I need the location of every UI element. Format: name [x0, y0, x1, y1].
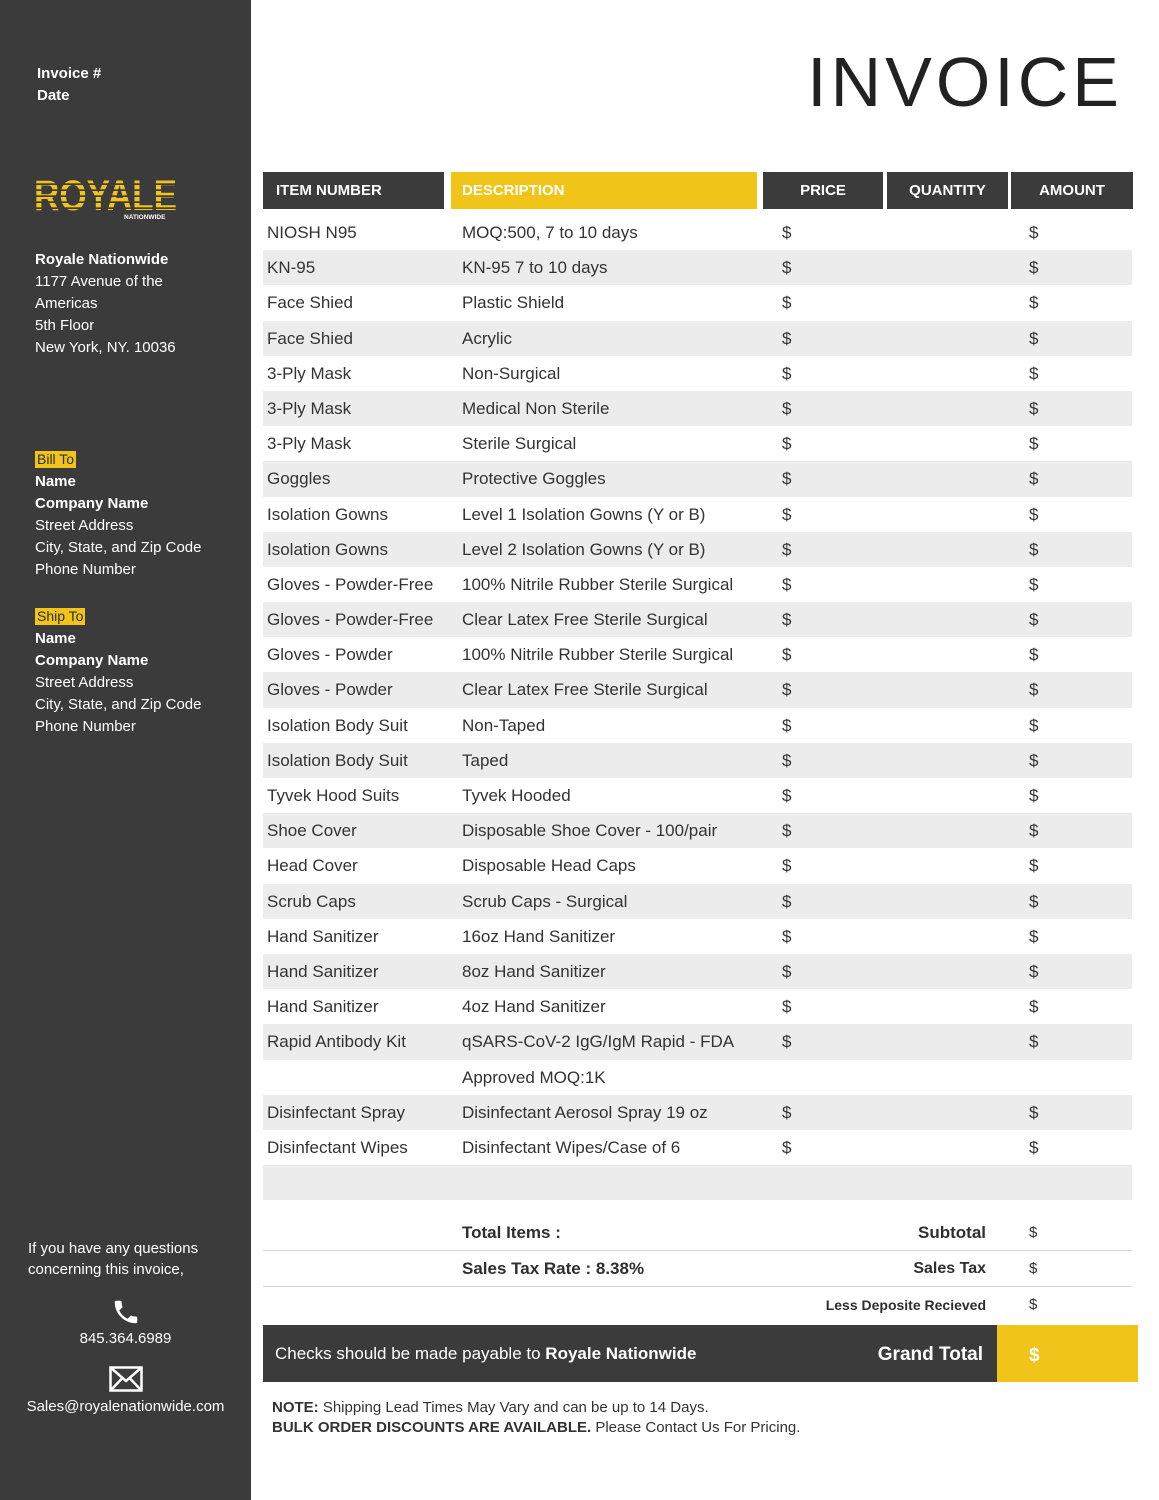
cell-item-number: Goggles: [267, 469, 331, 489]
cell-price: $: [782, 680, 792, 700]
logo-subtitle: NATIONWIDE: [124, 214, 166, 221]
cell-price: $: [782, 363, 792, 383]
header-description: DESCRIPTION: [451, 172, 757, 209]
cell-item-number: Isolation Body Suit: [267, 715, 408, 735]
cell-description: Level 1 Isolation Gowns (Y or B): [462, 504, 706, 524]
cell-item-number: Rapid Antibody Kit: [267, 1032, 406, 1052]
cell-description: 100% Nitrile Rubber Sterile Surgical: [462, 574, 734, 594]
bulk-label: BULK ORDER DISCOUNTS ARE AVAILABLE.: [272, 1419, 592, 1436]
cell-price: $: [782, 398, 792, 418]
header-amount: AMOUNT: [1011, 172, 1133, 209]
table-row: [263, 672, 1132, 707]
notes: [272, 1398, 800, 1438]
checks-payable-text: [275, 1325, 696, 1382]
cell-item-number: Scrub Caps: [267, 891, 356, 911]
table-row: [263, 1060, 1132, 1095]
cell-price: $: [782, 715, 792, 735]
grand-total-value: $: [1029, 1345, 1040, 1366]
cell-amount: $: [1029, 645, 1039, 665]
ship-to-label: Ship To: [37, 608, 84, 624]
cell-item-number: 3-Ply Mask: [267, 398, 352, 418]
table-row: [263, 708, 1132, 743]
table-row: [263, 919, 1132, 954]
cell-item-number: Face Shied: [267, 328, 353, 348]
cell-amount: $: [1029, 574, 1039, 594]
cell-price: $: [782, 891, 792, 911]
cell-item-number: Face Shied: [267, 293, 353, 313]
invoice-number-label: Invoice #: [37, 65, 102, 82]
cell-amount: $: [1029, 715, 1039, 735]
ship-to-phone: Phone Number: [35, 718, 136, 735]
table-row: [263, 743, 1132, 778]
bill-to-phone: Phone Number: [35, 561, 136, 578]
bill-to-label: Bill To: [37, 451, 75, 467]
table-row: [263, 497, 1132, 532]
cell-price: $: [782, 328, 792, 348]
table-row: [263, 215, 1132, 250]
cell-item-number: Gloves - Powder: [267, 680, 393, 700]
cell-item-number: Hand Sanitizer: [267, 961, 379, 981]
cell-description: Clear Latex Free Sterile Surgical: [462, 680, 708, 700]
cell-description: Clear Latex Free Sterile Surgical: [462, 610, 708, 630]
cell-amount: $: [1029, 363, 1039, 383]
cell-amount: $: [1029, 926, 1039, 946]
cell-item-number: Shoe Cover: [267, 821, 357, 841]
cell-price: $: [782, 610, 792, 630]
note-label: NOTE:: [272, 1399, 319, 1416]
cell-description: Non-Surgical: [462, 363, 561, 383]
cell-amount: $: [1029, 469, 1039, 489]
cell-amount: $: [1029, 961, 1039, 981]
phone-icon: [0, 1297, 251, 1331]
cell-item-number: 3-Ply Mask: [267, 363, 352, 383]
cell-amount: $: [1029, 856, 1039, 876]
tax-rate-label: Sales Tax Rate : 8.38%: [462, 1259, 645, 1278]
cell-description: qSARS-CoV-2 IgG/IgM Rapid - FDA: [462, 1032, 735, 1052]
ship-to-block: [35, 606, 201, 738]
table-row: [263, 637, 1132, 672]
header-quantity: QUANTITY: [887, 172, 1008, 209]
table-row: [263, 954, 1132, 989]
cell-description: MOQ:500, 7 to 10 days: [462, 223, 638, 242]
company-address: [35, 249, 176, 359]
table-row: [263, 250, 1132, 285]
cell-price: $: [782, 821, 792, 841]
table-row: [263, 989, 1132, 1024]
payment-bar: [263, 1325, 997, 1382]
table-row: [263, 1095, 1132, 1130]
deposit-label: Less Deposite Recieved: [825, 1297, 986, 1313]
envelope-icon: [0, 1366, 251, 1396]
cell-description: Disposable Shoe Cover - 100/pair: [462, 821, 718, 841]
table-row: [263, 391, 1132, 426]
cell-price: $: [782, 258, 792, 278]
sales-tax-label: Sales Tax: [913, 1260, 986, 1277]
cell-item-number: Isolation Gowns: [267, 504, 388, 524]
cell-description: Plastic Shield: [462, 293, 565, 313]
table-row: [263, 848, 1132, 883]
ship-to-name: Name: [35, 630, 76, 647]
cell-description: 16oz Hand Sanitizer: [462, 926, 616, 946]
bill-to-company: Company Name: [35, 495, 149, 512]
page-title: INVOICE: [807, 43, 1123, 121]
cell-description: Disposable Head Caps: [462, 856, 636, 876]
cell-item-number: Disinfectant Spray: [267, 1102, 405, 1122]
cell-amount: $: [1029, 786, 1039, 805]
cell-item-number: Gloves - Powder-Free: [267, 610, 434, 630]
ship-to-company: Company Name: [35, 652, 149, 669]
cell-description: 100% Nitrile Rubber Sterile Surgical: [462, 645, 734, 665]
ship-to-city: City, State, and Zip Code: [35, 696, 202, 713]
bill-to-block: [35, 449, 201, 581]
cell-price: $: [782, 504, 792, 524]
cell-price: $: [782, 856, 792, 876]
cell-price: $: [782, 293, 792, 313]
table-row: [263, 778, 1132, 813]
cell-item-number: NIOSH N95: [267, 223, 357, 242]
cell-amount: $: [1029, 1032, 1039, 1052]
table-row: [263, 285, 1132, 320]
totals-section: [263, 1215, 1132, 1322]
cell-amount: $: [1029, 997, 1039, 1017]
cell-amount: $: [1029, 539, 1039, 559]
company-name: Royale Nationwide: [35, 251, 169, 268]
grand-total-box: [997, 1325, 1138, 1382]
items-table: [263, 215, 1132, 1200]
cell-item-number: Disinfectant Wipes: [267, 1137, 408, 1157]
cell-amount: $: [1029, 680, 1039, 700]
cell-item-number: Hand Sanitizer: [267, 997, 379, 1017]
bulk-text: Please Contact Us For Pricing.: [591, 1419, 801, 1436]
cell-description: Approved MOQ:1K: [462, 1067, 606, 1087]
table-row: [263, 813, 1132, 848]
bill-to-city: City, State, and Zip Code: [35, 539, 202, 556]
cell-price: $: [782, 1032, 792, 1052]
total-items-label: Total Items :: [462, 1223, 561, 1242]
cell-item-number: KN-95: [267, 258, 316, 278]
company-address-line: New York, NY. 10036: [35, 339, 176, 356]
questions-text: [28, 1238, 198, 1280]
deposit-row: [263, 1287, 1132, 1322]
cell-description: Medical Non Sterile: [462, 398, 610, 418]
logo-wordmark: ROYALE: [34, 173, 177, 220]
table-row: [263, 602, 1132, 637]
cell-amount: $: [1029, 610, 1039, 630]
cell-price: $: [782, 645, 792, 665]
header-item-number: ITEM NUMBER: [263, 172, 444, 209]
cell-price: $: [782, 223, 792, 242]
cell-description: Scrub Caps - Surgical: [462, 891, 628, 911]
email-link[interactable]: Sales@royalenationwide.com: [26, 1398, 225, 1415]
ship-to-street: Street Address: [35, 674, 134, 691]
cell-price: $: [782, 997, 792, 1017]
bill-to-name: Name: [35, 473, 76, 490]
checks-prefix: Checks should be made payable to: [275, 1344, 546, 1363]
table-row: [263, 426, 1132, 461]
cell-price: $: [782, 539, 792, 559]
cell-description: Tyvek Hooded: [462, 786, 571, 805]
cell-item-number: Hand Sanitizer: [267, 926, 379, 946]
cell-amount: $: [1029, 398, 1039, 418]
cell-amount: $: [1029, 750, 1039, 770]
cell-price: $: [782, 786, 792, 805]
cell-amount: $: [1029, 1137, 1039, 1157]
company-address-line: Americas: [35, 295, 98, 312]
cell-item-number: Tyvek Hood Suits: [267, 786, 400, 805]
company-address-line: 1177 Avenue of the: [35, 273, 163, 290]
cell-amount: $: [1029, 328, 1039, 348]
cell-description: Disinfectant Wipes/Case of 6: [462, 1137, 681, 1157]
sales-tax-value: $: [1029, 1260, 1038, 1277]
table-row: [263, 1130, 1132, 1165]
cell-price: $: [782, 574, 792, 594]
cell-description: KN-95 7 to 10 days: [462, 258, 608, 278]
cell-amount: $: [1029, 293, 1039, 313]
questions-line: concerning this invoice,: [28, 1261, 184, 1278]
cell-amount: $: [1029, 258, 1039, 278]
checks-payee: Royale Nationwide: [545, 1344, 697, 1363]
note-text: Shipping Lead Times May Vary and can be up to 14 Days.: [318, 1399, 709, 1416]
cell-price: $: [782, 469, 792, 489]
table-row: [263, 321, 1132, 356]
date-label: Date: [37, 87, 70, 104]
table-row: [263, 1165, 1132, 1200]
cell-description: Disinfectant Aerosol Spray 19 oz: [462, 1102, 708, 1122]
cell-item-number: Isolation Body Suit: [267, 750, 408, 770]
cell-item-number: Gloves - Powder: [267, 645, 393, 665]
cell-price: $: [782, 434, 792, 454]
sidebar: [0, 0, 251, 1500]
cell-description: Level 2 Isolation Gowns (Y or B): [462, 539, 706, 559]
cell-amount: $: [1029, 821, 1039, 841]
table-row: [263, 884, 1132, 919]
cell-item-number: Gloves - Powder-Free: [267, 574, 434, 594]
questions-line: If you have any questions: [28, 1240, 199, 1257]
cell-amount: $: [1029, 223, 1039, 242]
header-price: PRICE: [763, 172, 883, 209]
cell-amount: $: [1029, 504, 1039, 524]
cell-item-number: Isolation Gowns: [267, 539, 388, 559]
cell-price: $: [782, 1137, 792, 1157]
cell-price: $: [782, 1102, 792, 1122]
cell-price: $: [782, 926, 792, 946]
subtotal-value: $: [1029, 1224, 1038, 1241]
deposit-value: $: [1029, 1296, 1038, 1313]
bill-to-street: Street Address: [35, 517, 134, 534]
table-row: [263, 461, 1132, 496]
table-row: [263, 1024, 1132, 1059]
cell-amount: $: [1029, 1102, 1039, 1122]
cell-description: 4oz Hand Sanitizer: [462, 997, 606, 1017]
sales-tax-row: [263, 1251, 1132, 1287]
invoice-meta: [37, 63, 101, 107]
subtotal-label: Subtotal: [918, 1223, 986, 1242]
grand-total-label: Grand Total: [877, 1344, 983, 1365]
phone-number[interactable]: 845.364.6989: [79, 1330, 172, 1347]
table-row: [263, 532, 1132, 567]
company-address-line: 5th Floor: [35, 317, 95, 334]
cell-description: Taped: [462, 750, 509, 770]
table-row: [263, 567, 1132, 602]
cell-price: $: [782, 961, 792, 981]
cell-amount: $: [1029, 891, 1039, 911]
cell-description: Sterile Surgical: [462, 434, 577, 454]
cell-description: 8oz Hand Sanitizer: [462, 961, 606, 981]
cell-amount: $: [1029, 434, 1039, 454]
cell-description: Non-Taped: [462, 715, 546, 735]
subtotal-row: [263, 1215, 1132, 1251]
cell-description: Protective Goggles: [462, 469, 606, 489]
table-header: [0, 172, 1159, 209]
cell-price: $: [782, 750, 792, 770]
shipping-note: [272, 1398, 800, 1418]
cell-item-number: 3-Ply Mask: [267, 434, 352, 454]
cell-description: Acrylic: [462, 328, 513, 348]
table-row: [263, 356, 1132, 391]
cell-item-number: Head Cover: [267, 856, 358, 876]
bulk-note: [272, 1418, 800, 1438]
